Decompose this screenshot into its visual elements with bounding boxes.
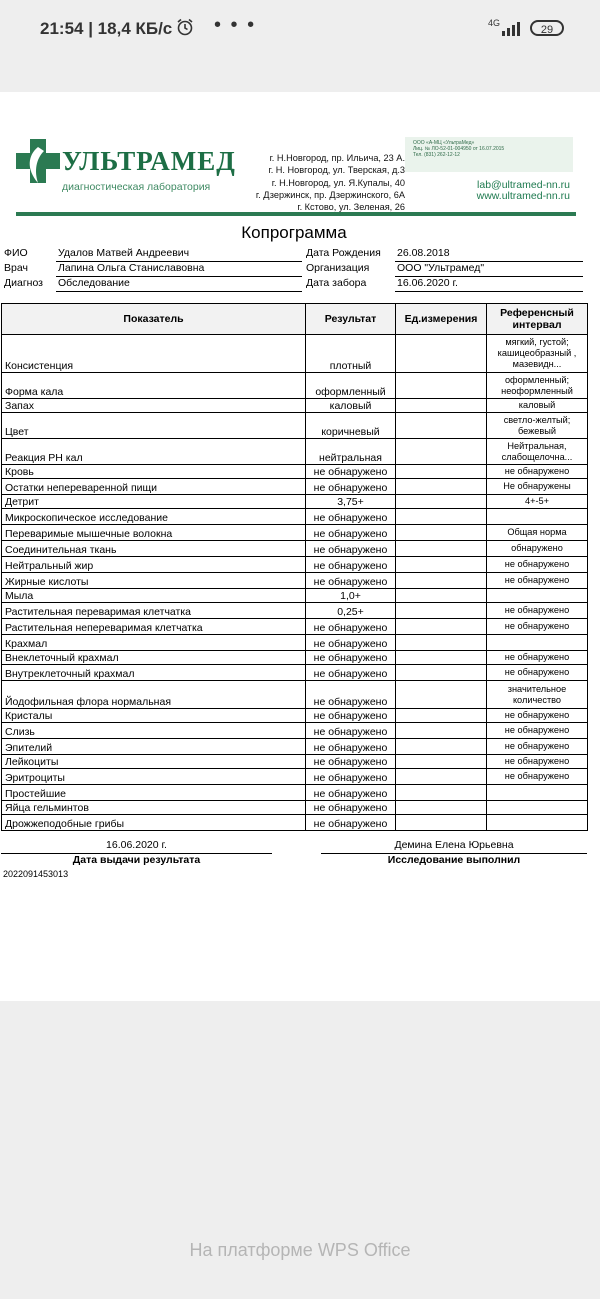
parameter-name: Кровь	[2, 465, 306, 479]
table-row	[2, 335, 588, 373]
signal-icon	[498, 22, 520, 36]
reference-interval: оформленный; неоформленный	[487, 373, 588, 399]
unit-value	[396, 413, 487, 439]
unit-value	[396, 399, 487, 413]
birth-label: Дата Рождения	[306, 247, 381, 259]
parameter-name: Детрит	[2, 495, 306, 509]
result-value: не обнаружено	[306, 635, 396, 651]
wps-footer: На платформе WPS Office	[189, 1240, 411, 1260]
table-row	[2, 413, 588, 439]
reference-interval: Не обнаружены	[487, 479, 588, 495]
reference-interval: обнаружено	[487, 541, 588, 557]
table-row	[2, 589, 588, 603]
parameter-name: Яйца гельминтов	[2, 801, 306, 815]
parameter-name: Запах	[2, 399, 306, 413]
network-type: 4G	[488, 18, 501, 28]
result-value: не обнаружено	[306, 681, 396, 709]
table-row	[2, 573, 588, 589]
address-line: г. Н. Новгород, ул. Тверская, д.3	[268, 165, 405, 176]
unit-value	[396, 603, 487, 619]
result-value: каловый	[306, 399, 396, 413]
header-parameter: Показатель	[2, 304, 306, 335]
table-row	[2, 709, 588, 723]
reference-interval: не обнаружено	[487, 755, 588, 769]
license-box	[405, 137, 573, 172]
unit-value	[396, 815, 487, 831]
reference-interval: не обнаружено	[487, 557, 588, 573]
unit-value	[396, 541, 487, 557]
email-link[interactable]: lab@ultramed-nn.ru	[477, 179, 570, 191]
parameter-name: Соединительная ткань	[2, 541, 306, 557]
parameter-name: Нейтральный жир	[2, 557, 306, 573]
table-row	[2, 665, 588, 681]
table-row	[2, 785, 588, 801]
parameter-name: Мыла	[2, 589, 306, 603]
table-row	[2, 465, 588, 479]
parameter-name: Эритроциты	[2, 769, 306, 785]
reference-interval: не обнаружено	[487, 603, 588, 619]
table-row	[2, 495, 588, 509]
status-time: 21:54 | 18,4 КБ/с	[40, 19, 173, 38]
unit-value	[396, 665, 487, 681]
unit-value	[396, 573, 487, 589]
doctor-label: Врач	[4, 262, 28, 274]
unit-value	[396, 373, 487, 399]
org-label: Организация	[306, 262, 370, 274]
header-reference: Референсный интервал	[487, 304, 588, 335]
parameter-name: Эпителий	[2, 739, 306, 755]
result-value: не обнаружено	[306, 709, 396, 723]
table-header-row	[2, 304, 588, 335]
reference-interval	[487, 635, 588, 651]
result-value: не обнаружено	[306, 651, 396, 665]
header-divider	[16, 212, 576, 216]
more-notifications: • • •	[214, 14, 257, 36]
address-line: г. Н.Новгород, пр. Ильича, 23 А.	[269, 153, 405, 163]
website-link[interactable]: www.ultramed-nn.ru	[476, 190, 570, 202]
reference-interval: светло-желтый; бежевый	[487, 413, 588, 439]
table-row	[2, 439, 588, 465]
result-value: не обнаружено	[306, 573, 396, 589]
reference-interval: не обнаружено	[487, 619, 588, 635]
document-number: 2022091453013	[3, 869, 69, 879]
fio-value: Удалов Матвей Андреевич	[58, 247, 190, 259]
license-line: Тел. (831) 262-12-12	[413, 152, 460, 158]
result-value: плотный	[306, 335, 396, 373]
table-row	[2, 739, 588, 755]
reference-interval: не обнаружено	[487, 723, 588, 739]
document-page	[0, 92, 600, 1001]
unit-value	[396, 651, 487, 665]
parameter-name: Остатки непереваренной пищи	[2, 479, 306, 495]
unit-value	[396, 769, 487, 785]
unit-value	[396, 335, 487, 373]
unit-value	[396, 785, 487, 801]
unit-value	[396, 801, 487, 815]
reference-interval	[487, 589, 588, 603]
reference-interval: каловый	[487, 399, 588, 413]
org-value: ООО "Ультрамед"	[397, 262, 485, 274]
parameter-name: Форма кала	[2, 373, 306, 399]
result-value: 0,25+	[306, 603, 396, 619]
parameter-name: Реакция РН кал	[2, 439, 306, 465]
parameter-name: Жирные кислоты	[2, 573, 306, 589]
result-value: оформленный	[306, 373, 396, 399]
unit-value	[396, 495, 487, 509]
table-row	[2, 651, 588, 665]
contacts	[446, 180, 570, 202]
doctor-value: Лапина Ольга Станиславовна	[58, 262, 205, 274]
result-value: коричневый	[306, 413, 396, 439]
result-value: 1,0+	[306, 589, 396, 603]
document-title: Копрограмма	[241, 223, 347, 242]
result-value: не обнаружено	[306, 769, 396, 785]
table-row	[2, 815, 588, 831]
parameter-name: Растительная переваримая клетчатка	[2, 603, 306, 619]
reference-interval	[487, 785, 588, 801]
result-value: не обнаружено	[306, 723, 396, 739]
unit-value	[396, 635, 487, 651]
result-value: не обнаружено	[306, 739, 396, 755]
table-row	[2, 399, 588, 413]
fio-label: ФИО	[4, 247, 28, 259]
reference-interval: не обнаружено	[487, 665, 588, 681]
header-unit: Ед.измерения	[396, 304, 487, 335]
brand-name: УЛЬТРАМЕД	[62, 146, 236, 176]
parameter-name: Внутреклеточный крахмал	[2, 665, 306, 681]
sample-date-label: Дата забора	[306, 277, 367, 289]
unit-value	[396, 723, 487, 739]
battery-icon: 29	[530, 20, 564, 36]
address-line: г. Н.Новгород, ул. Я.Купалы, 40	[271, 177, 405, 188]
table-row	[2, 769, 588, 785]
reference-interval: не обнаружено	[487, 739, 588, 755]
reference-interval: не обнаружено	[487, 651, 588, 665]
table-row	[2, 619, 588, 635]
diagnosis-value: Обследование	[58, 277, 130, 289]
result-value: не обнаружено	[306, 785, 396, 801]
sample-date-value: 16.06.2020 г.	[397, 277, 458, 289]
reference-interval: Нейтральная, слабощелочна...	[487, 439, 588, 465]
lab-addresses	[225, 152, 405, 213]
results-table	[1, 303, 588, 831]
table-row	[2, 541, 588, 557]
result-value: не обнаружено	[306, 525, 396, 541]
issue-date: 16.06.2020 г.	[106, 839, 167, 851]
status-bar	[0, 0, 600, 60]
parameter-name: Кристалы	[2, 709, 306, 723]
unit-value	[396, 619, 487, 635]
parameter-name: Дрожжеподобные грибы	[2, 815, 306, 831]
reference-interval: Общая норма	[487, 525, 588, 541]
table-row	[2, 681, 588, 709]
reference-interval	[487, 815, 588, 831]
table-row	[2, 801, 588, 815]
header-result: Результат	[306, 304, 396, 335]
result-value: 3,75+	[306, 495, 396, 509]
parameter-name: Лейкоциты	[2, 755, 306, 769]
parameter-name: Переваримые мышечные волокна	[2, 525, 306, 541]
parameter-name: Консистенция	[2, 335, 306, 373]
reference-interval: 4+-5+	[487, 495, 588, 509]
unit-value	[396, 439, 487, 465]
reference-interval: не обнаружено	[487, 709, 588, 723]
reference-interval	[487, 801, 588, 815]
performer-name: Демина Елена Юрьевна	[394, 839, 514, 851]
result-value: не обнаружено	[306, 619, 396, 635]
parameter-name: Микроскопическое исследование	[2, 509, 306, 525]
alarm-clock-icon	[176, 18, 194, 36]
parameter-name: Слизь	[2, 723, 306, 739]
table-row	[2, 603, 588, 619]
table-row	[2, 755, 588, 769]
reference-interval: не обнаружено	[487, 769, 588, 785]
table-row	[2, 525, 588, 541]
unit-value	[396, 509, 487, 525]
result-value: не обнаружено	[306, 801, 396, 815]
table-row	[2, 557, 588, 573]
parameter-name: Простейшие	[2, 785, 306, 801]
result-value: не обнаружено	[306, 815, 396, 831]
parameter-name: Крахмал	[2, 635, 306, 651]
reference-interval: не обнаружено	[487, 573, 588, 589]
result-value: не обнаружено	[306, 541, 396, 557]
result-value: не обнаружено	[306, 665, 396, 681]
issue-date-label: Дата выдачи результата	[72, 854, 201, 866]
parameter-name: Внеклеточный крахмал	[2, 651, 306, 665]
birth-value: 26.08.2018	[397, 247, 450, 259]
performer-label: Исследование выполнил	[387, 854, 521, 866]
brand-subtitle: диагностическая лаборатория	[62, 181, 211, 193]
result-value: не обнаружено	[306, 755, 396, 769]
diagnosis-label: Диагноз	[4, 277, 43, 289]
license-line: ООО «А-МЦ «УльтраМед»	[413, 140, 475, 146]
parameter-name: Цвет	[2, 413, 306, 439]
table-row	[2, 479, 588, 495]
table-row	[2, 509, 588, 525]
reference-interval	[487, 509, 588, 525]
unit-value	[396, 681, 487, 709]
reference-interval: значительное количество	[487, 681, 588, 709]
reference-interval: не обнаружено	[487, 465, 588, 479]
ultramed-logo-icon	[14, 137, 62, 193]
result-value: не обнаружено	[306, 465, 396, 479]
address-line: г. Дзержинск, пр. Дзержинского, 6А	[255, 189, 405, 200]
address-line: г. Кстово, ул. Зеленая, 26	[297, 202, 405, 213]
table-row	[2, 723, 588, 739]
result-value: нейтральная	[306, 439, 396, 465]
unit-value	[396, 709, 487, 723]
unit-value	[396, 525, 487, 541]
result-value: не обнаружено	[306, 509, 396, 525]
parameter-name: Растительная непереваримая клетчатка	[2, 619, 306, 635]
reference-interval: мягкий, густой; кашицеобразный , мазевидн...	[487, 335, 588, 373]
table-row	[2, 635, 588, 651]
unit-value	[396, 557, 487, 573]
license-line: Лиц. № ЛО-52-01-004950 от 16.07.2015	[413, 146, 505, 152]
unit-value	[396, 479, 487, 495]
table-row	[2, 373, 588, 399]
unit-value	[396, 755, 487, 769]
unit-value	[396, 465, 487, 479]
parameter-name: Йодофильная флора нормальная	[2, 681, 306, 709]
unit-value	[396, 589, 487, 603]
result-value: не обнаружено	[306, 479, 396, 495]
unit-value	[396, 739, 487, 755]
result-value: не обнаружено	[306, 557, 396, 573]
